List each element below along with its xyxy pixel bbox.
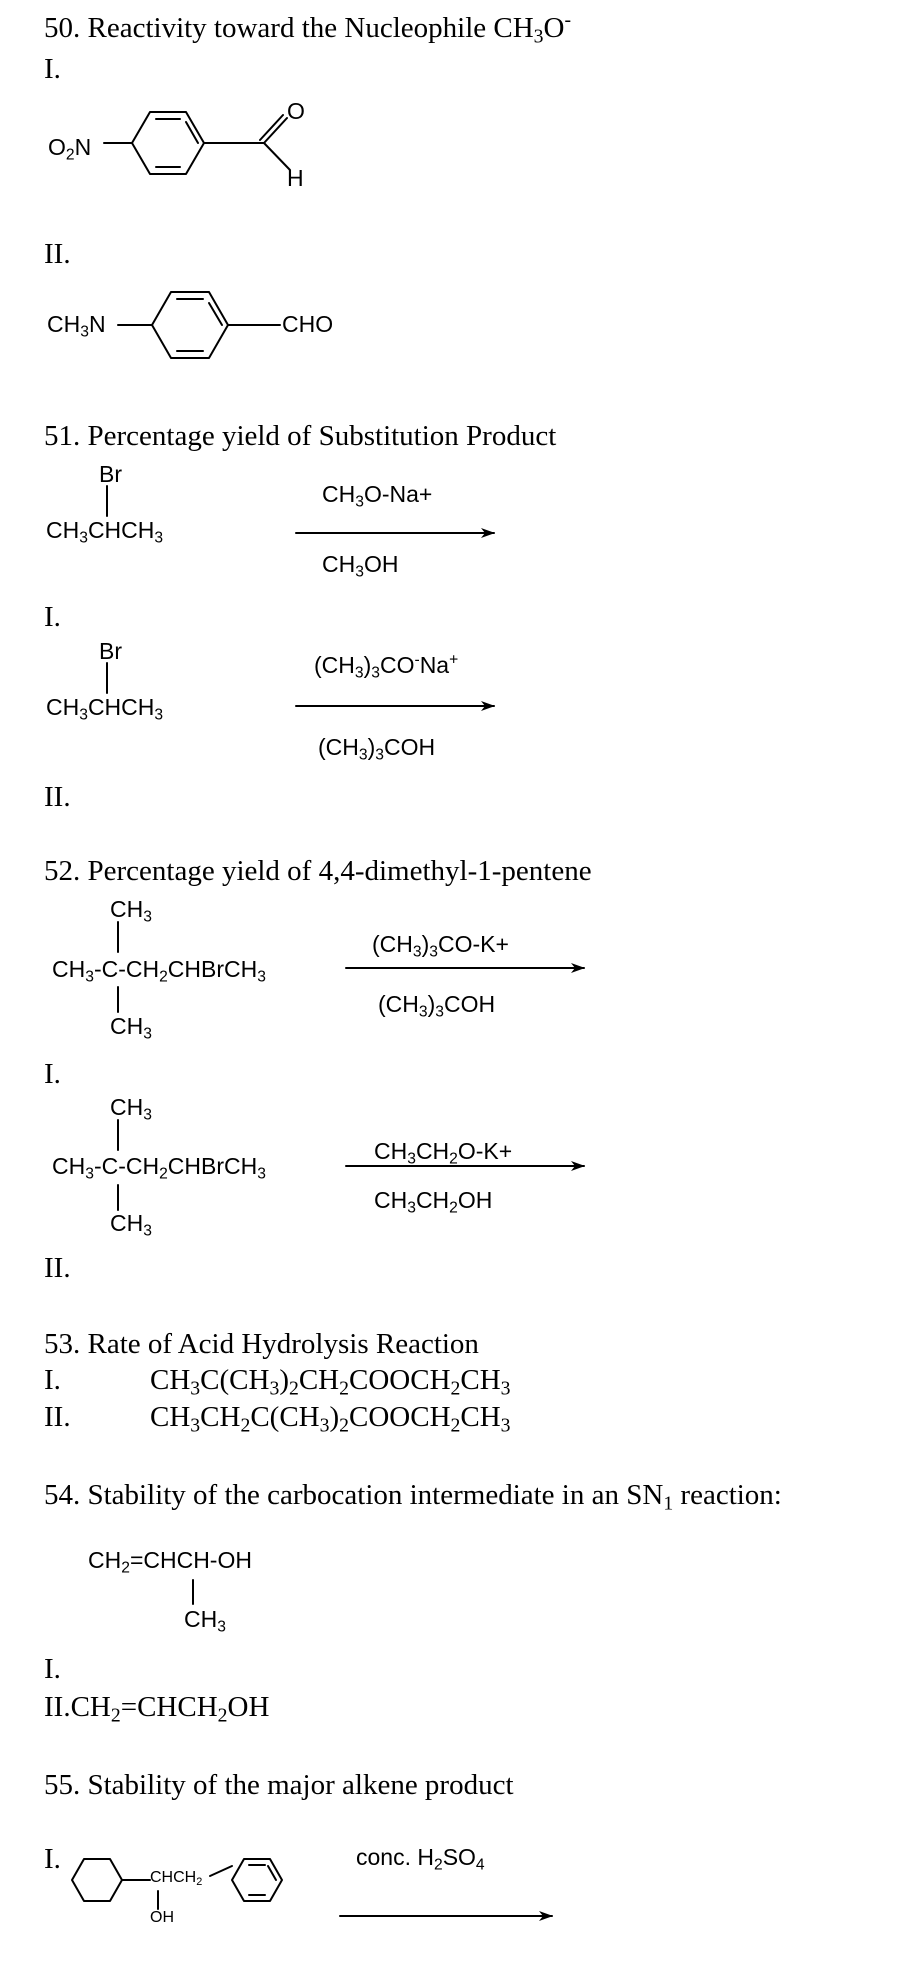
q51-r2-br: Br	[99, 638, 122, 664]
q51-r1-reagent-bottom: $CH_3OH$	[322, 551, 399, 581]
q50-title: 50. Reactivity toward the Nucleophile $CH_3O^-$	[44, 9, 572, 48]
q55-reagent: conc. $H_2SO_4$	[356, 1844, 485, 1874]
q55-chain: $CHCH_2$	[150, 1869, 203, 1889]
q53-label-I: I.	[44, 1364, 61, 1396]
q50-label-II: II.	[44, 238, 71, 270]
q51-r1-br: Br	[99, 461, 122, 487]
q55-label-I: I.	[44, 1843, 61, 1875]
q53-formula-II: $CH_3CH_2C(CH_3)_2COOCH_2CH_3$	[150, 1401, 511, 1437]
q53-label-II: II.	[44, 1401, 71, 1433]
q52-r2-ch3-bottom: $CH_3$	[110, 1210, 152, 1240]
q55-title: 55. Stability of the major alkene product	[44, 1769, 514, 1801]
q50-label-I: I.	[44, 53, 61, 85]
q52-label-I: I.	[44, 1058, 61, 1090]
q54-s1-chain: $CH_2=CHCH-OH$	[88, 1547, 252, 1577]
q50-s1-oxygen: O	[287, 98, 305, 124]
q51-r2-reagent-top: $(CH_3)_3CO^-Na^+$	[314, 651, 459, 682]
q51-r2-reagent-bottom: $(CH_3)_3COH$	[318, 734, 436, 764]
q54-label-II: $II.CH_2=CHCH_2OH$	[44, 1691, 270, 1727]
q50-s2-cho: CHO	[282, 311, 334, 337]
q52-r2-reagent-bottom: $CH_3CH_2OH$	[374, 1187, 493, 1217]
q51-label-II: II.	[44, 781, 71, 813]
q55-hydroxyl: OH	[150, 1909, 174, 1926]
q50-s1-nitro: $O_2N$	[48, 134, 92, 164]
q51-label-I: I.	[44, 601, 61, 633]
q52-r1-chain: $CH_3-C-CH_2CHBrCH_3$	[52, 956, 266, 986]
q52-r2-ch3-top: $CH_3$	[110, 1094, 152, 1124]
q50-s1-drawing	[104, 112, 290, 174]
q52-title: 52. Percentage yield of 4,4-dimethyl-1-pentene	[44, 855, 592, 887]
q51-r1-reagent-top: $CH_3O-Na+$	[322, 481, 433, 511]
q50-s2-drawing	[118, 292, 280, 358]
q50-s1-hydrogen: H	[287, 165, 304, 191]
q53-formula-I: $CH_3C(CH_3)_2CH_2COOCH_2CH_3$	[150, 1364, 511, 1400]
q52-r2-reagent-top: $CH_3CH_2O-K+$	[374, 1138, 513, 1168]
q51-r1-chain: $CH_3CHCH_3$	[46, 517, 164, 547]
q54-title: 54. Stability of the carbocation intermediate in an $SN_1$ reaction:	[44, 1479, 782, 1515]
q52-r1-reagent-bottom: $(CH_3)_3COH$	[378, 991, 496, 1021]
q54-label-I: I.	[44, 1653, 61, 1685]
q50-s2-amine: $CH_3N$	[47, 311, 106, 341]
q51-r2-chain: $CH_3CHCH_3$	[46, 694, 164, 724]
q52-r2-chain: $CH_3-C-CH_2CHBrCH_3$	[52, 1153, 266, 1183]
q54-s1-ch3: $CH_3$	[184, 1606, 226, 1636]
q52-label-II: II.	[44, 1252, 71, 1284]
q51-title: 51. Percentage yield of Substitution Product	[44, 420, 557, 452]
q52-r1-ch3-bottom: $CH_3$	[110, 1013, 152, 1043]
q52-r1-ch3-top: $CH_3$	[110, 896, 152, 926]
q52-r1-reagent-top: $(CH_3)_3CO-K+$	[372, 931, 509, 961]
q53-title: 53. Rate of Acid Hydrolysis Reaction	[44, 1328, 479, 1360]
